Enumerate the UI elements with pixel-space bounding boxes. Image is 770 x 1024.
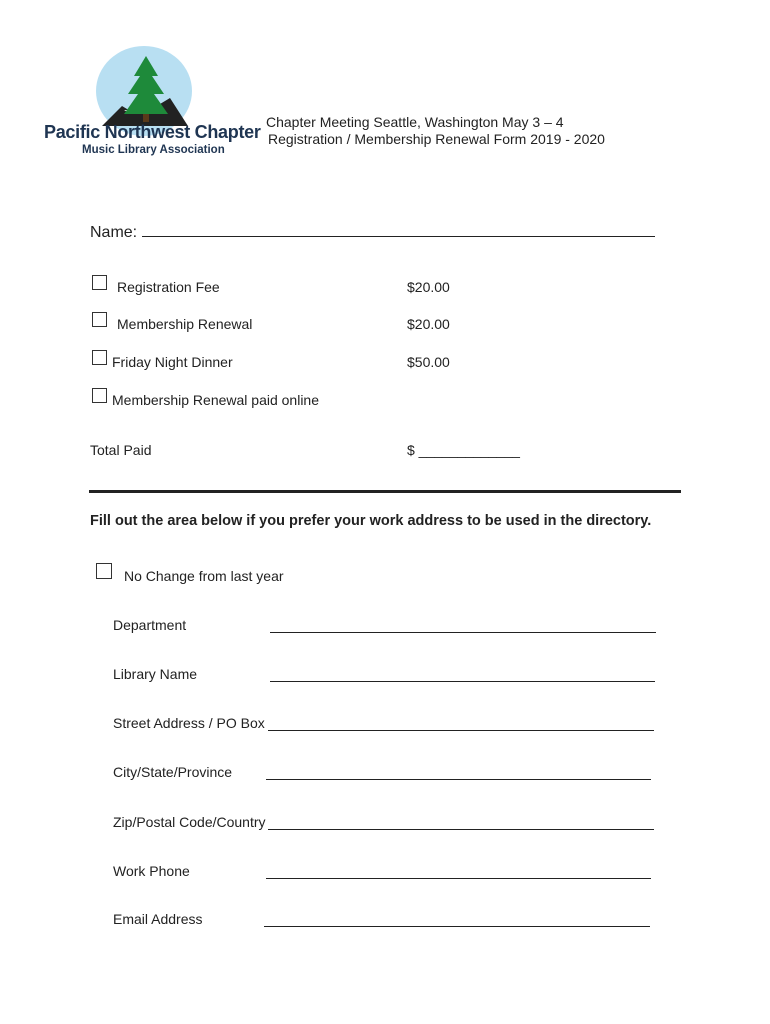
zip-country-label: Zip/Postal Code/Country	[113, 814, 266, 830]
no-change-checkbox[interactable]	[96, 563, 112, 579]
membership-renewal-label: Membership Renewal	[117, 316, 253, 332]
logo-name: Pacific Northwest Chapter	[44, 122, 261, 142]
membership-renewal-checkbox[interactable]	[92, 312, 107, 327]
zip-country-input-line[interactable]	[268, 828, 654, 830]
header-form-title: Registration / Membership Renewal Form 2019 - 2020	[268, 131, 605, 147]
library-name-label: Library Name	[113, 666, 198, 682]
total-paid-label: Total Paid	[90, 442, 152, 458]
registration-fee-checkbox[interactable]	[92, 275, 107, 290]
no-change-label: No Change from last year	[124, 568, 284, 584]
membership-renewal-price: $20.00	[407, 316, 450, 332]
tree-mountain-icon	[94, 44, 194, 134]
renewal-online-checkbox[interactable]	[92, 388, 107, 403]
total-paid-value[interactable]: $ _____________	[407, 442, 520, 458]
registration-fee-label: Registration Fee	[117, 279, 220, 295]
renewal-online-label: Membership Renewal paid online	[112, 392, 320, 408]
library-name-input-line[interactable]	[270, 680, 655, 682]
friday-dinner-checkbox[interactable]	[92, 350, 107, 365]
city-state-input-line[interactable]	[266, 778, 651, 780]
email-address-label: Email Address	[113, 911, 203, 927]
name-input-line[interactable]	[142, 222, 655, 237]
department-label: Department	[113, 617, 187, 633]
department-input-line[interactable]	[270, 631, 656, 633]
work-phone-label: Work Phone	[113, 863, 190, 879]
section-divider	[89, 490, 681, 493]
name-label: Name:	[90, 224, 138, 241]
street-address-input-line[interactable]	[268, 729, 654, 731]
street-address-label: Street Address / PO Box	[113, 715, 265, 731]
friday-dinner-label: Friday Night Dinner	[112, 354, 233, 370]
directory-instruction: Fill out the area below if you prefer your work address to be used in the directory.	[90, 513, 652, 529]
city-state-label: City/State/Province	[113, 764, 233, 780]
work-phone-input-line[interactable]	[266, 877, 651, 879]
name-row	[90, 222, 655, 242]
friday-dinner-price: $50.00	[407, 354, 450, 370]
logo-subtitle: Music Library Association	[82, 144, 225, 156]
header-meeting: Chapter Meeting Seattle, Washington May 3 – 4	[266, 114, 564, 130]
chapter-logo	[44, 44, 261, 160]
registration-fee-price: $20.00	[407, 279, 450, 295]
email-address-input-line[interactable]	[264, 925, 650, 927]
